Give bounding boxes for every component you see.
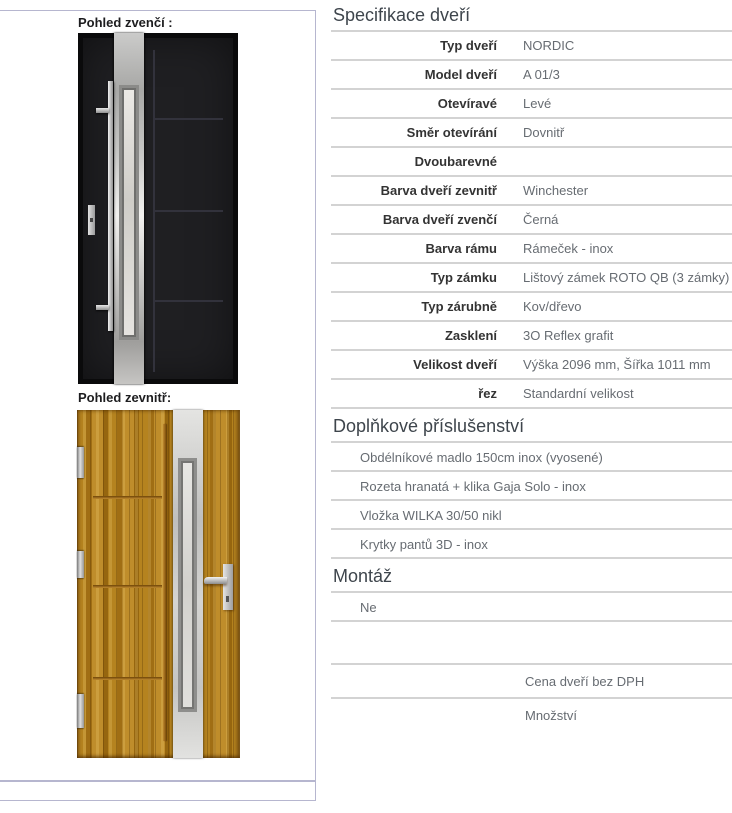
spec-value: Standardní velikost <box>523 386 634 401</box>
accessory-item: Vložka WILKA 30/50 nikl <box>331 501 732 530</box>
spec-value: A 01/3 <box>523 67 560 82</box>
montage-item: Ne <box>331 593 732 622</box>
price-label: Cena dveří bez DPH <box>525 674 645 689</box>
door-groove-horizontal <box>155 210 223 212</box>
spec-value: Levé <box>523 96 552 111</box>
spec-label: Typ zárubně <box>421 299 497 314</box>
spec-label: Zasklení <box>444 328 497 343</box>
door-handle-lever <box>204 577 227 584</box>
spec-row-typ-zamku <box>331 264 732 293</box>
door-groove-horizontal <box>155 300 223 302</box>
accessory-item: Obdélníkové madlo 150cm inox (vyosené) <box>331 443 732 472</box>
spec-row-oteviravé <box>331 90 732 119</box>
door-groove-horizontal <box>155 118 223 120</box>
spec-value: Rámeček - inox <box>523 241 614 256</box>
spec-label: Barva dveří zevnitř <box>380 183 497 198</box>
spec-title: Specifikace dveří <box>331 0 732 32</box>
spec-label: Směr otevírání <box>406 125 497 140</box>
handle-bracket <box>96 108 109 113</box>
accessory-item: Rozeta hranatá + klika Gaja Solo - inox <box>331 472 732 501</box>
lock-plate <box>88 205 95 235</box>
spec-row-dvoubarevne <box>331 148 732 177</box>
door-groove-vertical <box>163 424 166 741</box>
spec-label: Velikost dveří <box>413 357 497 372</box>
door-groove-horizontal <box>93 496 162 499</box>
door-preview-panel <box>0 10 316 781</box>
spec-row-smer-otevirani <box>331 119 732 148</box>
spec-label: Otevíravé <box>437 96 497 111</box>
spec-row-barva-ramu <box>331 235 732 264</box>
hinge <box>77 694 84 728</box>
spec-value: Winchester <box>523 183 589 198</box>
spec-label: řez <box>478 386 497 401</box>
spec-value: NORDIC <box>523 38 575 53</box>
hinge <box>77 551 84 578</box>
door-groove-horizontal <box>93 677 162 680</box>
spec-value: 3O Reflex grafit <box>523 328 614 343</box>
spec-row-zaskleni <box>331 322 732 351</box>
exterior-view-label: Pohled zvenčí : <box>78 15 173 30</box>
spec-row-model-dveri <box>331 61 732 90</box>
left-footer-bar <box>0 781 316 801</box>
spec-label: Typ zámku <box>430 270 497 285</box>
interior-view-label: Pohled zevnitř: <box>78 390 172 405</box>
quantity-label: Množství <box>525 708 578 723</box>
accessory-item: Krytky pantů 3D - inox <box>331 530 732 559</box>
spec-row-rez <box>331 380 732 409</box>
handle-bracket <box>96 305 109 310</box>
spec-row-typ-zarubne <box>331 293 732 322</box>
spec-row-barva-zevnitr <box>331 177 732 206</box>
spec-value: Výška 2096 mm, Šířka 1011 mm <box>523 357 711 372</box>
specification-section <box>331 0 732 733</box>
spec-label: Model dveří <box>424 67 497 82</box>
door-interior-image <box>77 410 240 758</box>
spec-value: Černá <box>523 212 559 227</box>
spec-label: Typ dveří <box>440 38 497 53</box>
spec-value: Lištový zámek ROTO QB (3 zámky) <box>523 270 730 285</box>
spec-value: Kov/dřevo <box>523 299 582 314</box>
montage-title: Montáž <box>331 559 732 593</box>
spec-label: Dvoubarevné <box>414 154 497 169</box>
door-exterior-image <box>78 33 238 384</box>
quantity-row <box>331 699 732 733</box>
spec-row-typ-dveri <box>331 32 732 61</box>
pull-handle-bar <box>108 81 113 331</box>
price-row <box>331 665 732 699</box>
accessories-title: Doplňkové příslušenství <box>331 409 732 443</box>
spec-label: Barva rámu <box>425 241 497 256</box>
empty-row <box>331 622 732 665</box>
spec-label: Barva dveří zvenčí <box>382 212 497 227</box>
door-groove-horizontal <box>93 585 162 588</box>
glazing-panel <box>119 85 139 340</box>
hinge <box>77 447 84 478</box>
handle-plate <box>223 564 233 610</box>
glazing-panel <box>178 458 197 712</box>
spec-row-velikost-dveri <box>331 351 732 380</box>
spec-value: Dovnitř <box>523 125 565 140</box>
spec-row-barva-zvenci <box>331 206 732 235</box>
